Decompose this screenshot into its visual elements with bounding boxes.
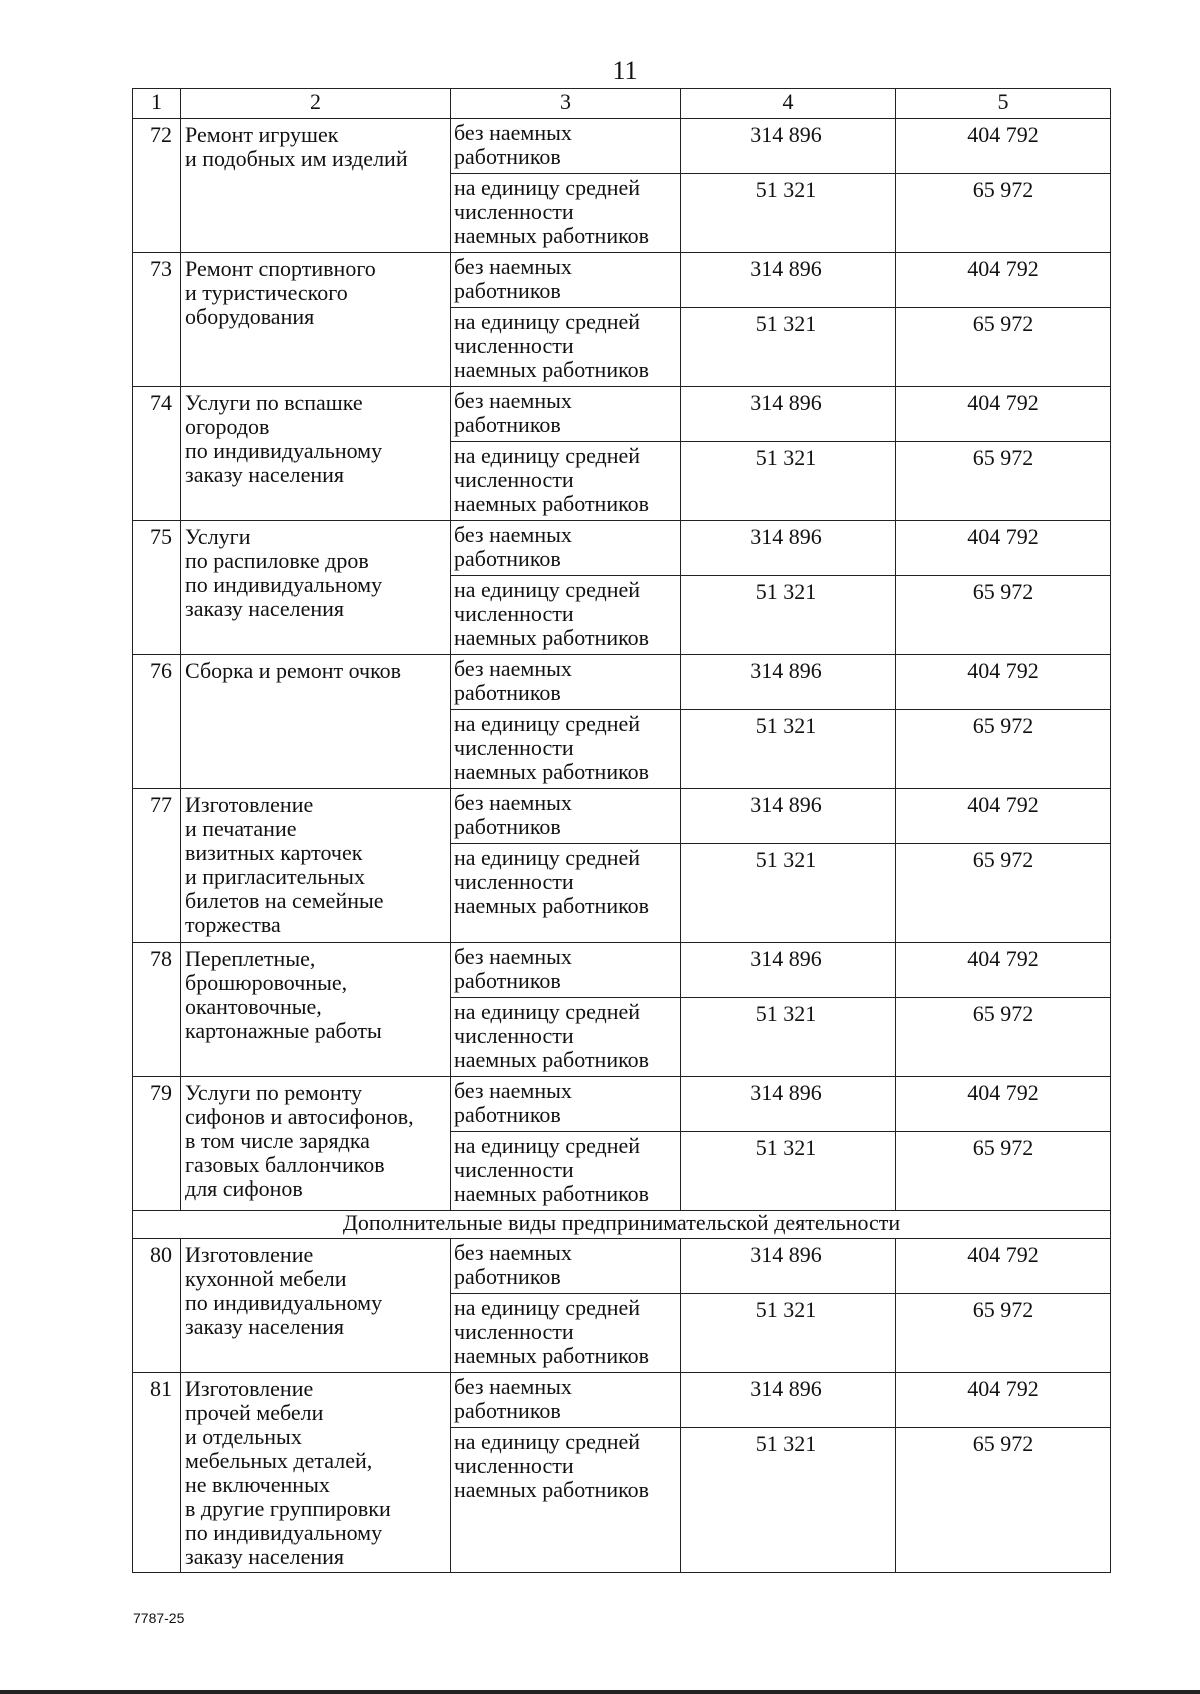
value-col4: 51 321 bbox=[681, 710, 896, 789]
service-name: Переплетные, брошюровочные, окантовочные, картонажные работы bbox=[181, 943, 451, 1077]
value-col5: 404 792 bbox=[896, 253, 1111, 308]
page-number: 11 bbox=[612, 56, 638, 85]
row-number: 74 bbox=[133, 387, 181, 521]
service-name: Услуги по ремонту сифонов и автосифонов, в том числе зарядка газовых баллончиков для сифонов bbox=[181, 1077, 451, 1211]
section-title: Дополнительные виды предпринимательской деятельности bbox=[133, 1211, 1111, 1239]
category-cell: без наемных работников bbox=[451, 655, 681, 710]
row-number: 72 bbox=[133, 119, 181, 253]
category-cell: без наемных работников bbox=[451, 521, 681, 576]
row-number: 80 bbox=[133, 1239, 181, 1373]
value-col5: 404 792 bbox=[896, 387, 1111, 442]
category-cell: без наемных работников bbox=[451, 1077, 681, 1132]
category-cell: на единицу средней численности наемных работников bbox=[451, 1132, 681, 1211]
value-col5: 65 972 bbox=[896, 844, 1111, 943]
value-col4: 51 321 bbox=[681, 442, 896, 521]
category-cell: на единицу средней численности наемных работников bbox=[451, 998, 681, 1077]
table-row bbox=[133, 655, 1111, 710]
document-code: 7787-25 bbox=[133, 1610, 185, 1626]
category-cell: на единицу средней численности наемных работников bbox=[451, 442, 681, 521]
value-col4: 51 321 bbox=[681, 844, 896, 943]
value-col4: 314 896 bbox=[681, 789, 896, 844]
table-row bbox=[133, 1239, 1111, 1294]
table-body bbox=[133, 89, 1111, 1573]
table-row bbox=[133, 119, 1111, 174]
value-col5: 404 792 bbox=[896, 521, 1111, 576]
category-cell: на единицу средней численности наемных работников bbox=[451, 308, 681, 387]
table-row bbox=[133, 1373, 1111, 1428]
value-col5: 65 972 bbox=[896, 1132, 1111, 1211]
value-col5: 404 792 bbox=[896, 1077, 1111, 1132]
category-cell: на единицу средней численности наемных работников bbox=[451, 844, 681, 943]
value-col4: 314 896 bbox=[681, 387, 896, 442]
value-col4: 314 896 bbox=[681, 655, 896, 710]
category-cell: на единицу средней численности наемных работников bbox=[451, 710, 681, 789]
value-col5: 404 792 bbox=[896, 119, 1111, 174]
value-col5: 404 792 bbox=[896, 655, 1111, 710]
service-name: Услуги по вспашке огородов по индивидуальному заказу населения bbox=[181, 387, 451, 521]
value-col5: 65 972 bbox=[896, 308, 1111, 387]
row-number: 75 bbox=[133, 521, 181, 655]
col-header-5: 5 bbox=[896, 89, 1111, 119]
value-col4: 51 321 bbox=[681, 308, 896, 387]
col-header-3: 3 bbox=[451, 89, 681, 119]
value-col4: 314 896 bbox=[681, 943, 896, 998]
value-col4: 51 321 bbox=[681, 1428, 896, 1573]
value-col5: 404 792 bbox=[896, 1373, 1111, 1428]
header-row bbox=[133, 89, 1111, 119]
value-col4: 314 896 bbox=[681, 1077, 896, 1132]
row-number: 73 bbox=[133, 253, 181, 387]
category-cell: без наемных работников bbox=[451, 1373, 681, 1428]
category-cell: на единицу средней численности наемных работников bbox=[451, 1428, 681, 1573]
value-col4: 314 896 bbox=[681, 521, 896, 576]
category-cell: без наемных работников bbox=[451, 253, 681, 308]
category-cell: на единицу средней численности наемных работников bbox=[451, 174, 681, 253]
table-row bbox=[133, 387, 1111, 442]
category-cell: без наемных работников bbox=[451, 1239, 681, 1294]
row-number: 81 bbox=[133, 1373, 181, 1573]
col-header-4: 4 bbox=[681, 89, 896, 119]
value-col5: 404 792 bbox=[896, 1239, 1111, 1294]
category-cell: без наемных работников bbox=[451, 789, 681, 844]
table-row bbox=[133, 253, 1111, 308]
value-col5: 65 972 bbox=[896, 1294, 1111, 1373]
value-col5: 65 972 bbox=[896, 174, 1111, 253]
value-col4: 51 321 bbox=[681, 576, 896, 655]
value-col4: 314 896 bbox=[681, 119, 896, 174]
service-name: Ремонт игрушек и подобных им изделий bbox=[181, 119, 451, 253]
row-number: 78 bbox=[133, 943, 181, 1077]
service-name: Услуги по распиловке дров по индивидуальному заказу населения bbox=[181, 521, 451, 655]
row-number: 76 bbox=[133, 655, 181, 789]
service-name: Сборка и ремонт очков bbox=[181, 655, 451, 789]
value-col5: 65 972 bbox=[896, 1428, 1111, 1573]
value-col5: 65 972 bbox=[896, 998, 1111, 1077]
row-number: 77 bbox=[133, 789, 181, 943]
scan-edge bbox=[0, 1690, 1200, 1694]
table-row bbox=[133, 1077, 1111, 1132]
value-col5: 65 972 bbox=[896, 442, 1111, 521]
col-header-1: 1 bbox=[133, 89, 181, 119]
category-cell: без наемных работников bbox=[451, 943, 681, 998]
value-col5: 65 972 bbox=[896, 576, 1111, 655]
category-cell: без наемных работников bbox=[451, 119, 681, 174]
category-cell: на единицу средней численности наемных работников bbox=[451, 576, 681, 655]
tariff-table bbox=[132, 88, 1111, 1573]
category-cell: на единицу средней численности наемных работников bbox=[451, 1294, 681, 1373]
value-col4: 51 321 bbox=[681, 174, 896, 253]
service-name: Изготовление кухонной мебели по индивидуальному заказу населения bbox=[181, 1239, 451, 1373]
value-col4: 51 321 bbox=[681, 1132, 896, 1211]
category-cell: без наемных работников bbox=[451, 387, 681, 442]
service-name: Изготовление и печатание визитных карточек и пригласительных билетов на семейные торжества bbox=[181, 789, 451, 943]
value-col4: 51 321 bbox=[681, 998, 896, 1077]
value-col4: 314 896 bbox=[681, 253, 896, 308]
value-col4: 51 321 bbox=[681, 1294, 896, 1373]
table-row bbox=[133, 943, 1111, 998]
row-number: 79 bbox=[133, 1077, 181, 1211]
service-name: Ремонт спортивного и туристического оборудования bbox=[181, 253, 451, 387]
col-header-2: 2 bbox=[181, 89, 451, 119]
value-col5: 404 792 bbox=[896, 789, 1111, 844]
value-col4: 314 896 bbox=[681, 1373, 896, 1428]
table-row bbox=[133, 521, 1111, 576]
value-col4: 314 896 bbox=[681, 1239, 896, 1294]
section-row bbox=[133, 1211, 1111, 1239]
service-name: Изготовление прочей мебели и отдельных мебельных деталей, не включенных в другие группировки по индивидуальному заказу населения bbox=[181, 1373, 451, 1573]
value-col5: 404 792 bbox=[896, 943, 1111, 998]
table-row bbox=[133, 789, 1111, 844]
value-col5: 65 972 bbox=[896, 710, 1111, 789]
